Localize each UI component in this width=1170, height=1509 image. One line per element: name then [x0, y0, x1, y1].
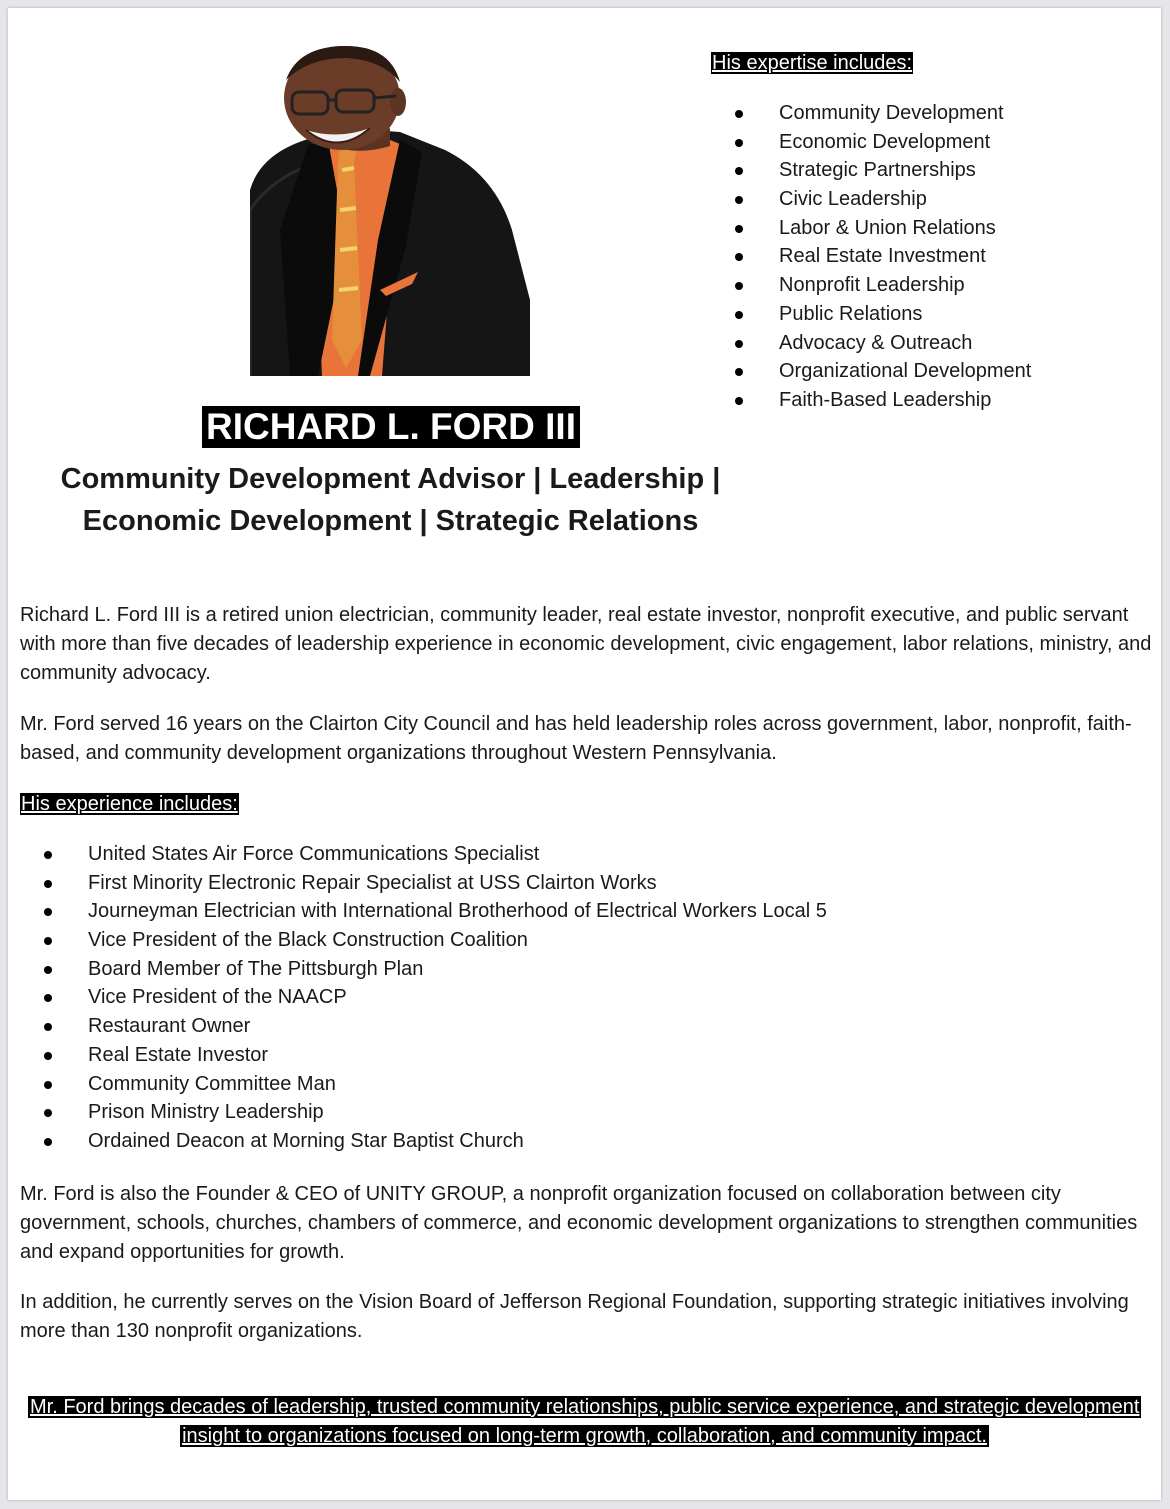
experience-item-label: Restaurant Owner — [88, 1015, 251, 1038]
expertise-item-label: Public Relations — [779, 302, 923, 325]
closing-statement — [28, 1393, 1141, 1450]
bullet-icon — [44, 1052, 52, 1060]
experience-heading — [20, 792, 239, 816]
bullet-icon — [735, 167, 743, 175]
bullet-icon — [44, 880, 52, 888]
bio-paragraph-vision-board: In addition, he currently serves on the Vision Board of Jefferson Regional Foundation, supporting strategic initiatives involving more than 130 nonprofit organizations. — [20, 1291, 1129, 1342]
bullet-icon — [44, 966, 52, 974]
experience-item — [88, 1127, 827, 1156]
expertise-item — [779, 156, 1031, 185]
experience-item — [88, 840, 827, 869]
expertise-item — [779, 99, 1031, 128]
bullet-icon — [44, 1081, 52, 1089]
experience-item-label: United States Air Force Communications Specialist — [88, 843, 540, 865]
expertise-heading-text: His expertise includes: — [712, 52, 913, 74]
experience-item — [88, 1012, 827, 1041]
bullet-icon — [735, 139, 743, 147]
expertise-heading — [711, 51, 913, 75]
expertise-item-label: Advocacy & Outreach — [779, 331, 973, 354]
person-name: RICHARD L. FORD III — [202, 406, 580, 448]
expertise-item — [779, 329, 1031, 358]
bullet-icon — [44, 1138, 52, 1146]
bio-paragraph-unity-group: Mr. Ford is also the Founder & CEO of UNITY GROUP, a nonprofit organization focused on collaboration between city government, schools, churches, chambers of commerce, and economic development organizations to strengthen communities and expand opportunities for growth. — [20, 1183, 1138, 1263]
bullet-icon — [44, 1023, 52, 1031]
experience-heading-text: His experience includes: — [21, 793, 238, 815]
bullet-icon — [44, 1109, 52, 1117]
expertise-item-label: Real Estate Investment — [779, 245, 986, 268]
experience-item-label: Ordained Deacon at Morning Star Baptist Church — [88, 1129, 524, 1152]
experience-item — [88, 1098, 827, 1127]
expertise-item-label: Nonprofit Leadership — [779, 274, 965, 297]
bullet-icon — [735, 225, 743, 233]
portrait-photo — [250, 40, 530, 376]
bullet-icon — [735, 253, 743, 261]
expertise-item-label: Strategic Partnerships — [779, 159, 976, 182]
experience-item-label: Board Member of The Pittsburgh Plan — [88, 957, 424, 980]
bullet-icon — [735, 368, 743, 376]
bio-paragraph-intro: Richard L. Ford III is a retired union electrician, community leader, real estate investor, nonprofit executive, and public servant with more than five decades of leadership experience in economic development, civic engagement, labor relations, ministry, and community advocacy. — [20, 604, 1152, 684]
closing-statement-text: Mr. Ford brings decades of leadership, trusted community relationships, public service experience, and strategic development insight to organizations focused on long-term growth, collaboration, and community impact. — [30, 1396, 1140, 1447]
expertise-list — [779, 99, 1031, 415]
professional-tagline: Community Development Advisor | Leadership | Economic Development | Strategic Relations — [60, 463, 721, 537]
bio-paragraph-council: Mr. Ford served 16 years on the Clairton City Council and has held leadership roles across government, labor, nonprofit, faith-based, and community development organizations throughout Western Pennsylvania. — [20, 713, 1132, 764]
expertise-item — [779, 386, 1031, 415]
bullet-icon — [735, 340, 743, 348]
expertise-item — [779, 357, 1031, 386]
expertise-item — [779, 242, 1031, 271]
experience-item — [88, 955, 827, 984]
bullet-icon — [735, 110, 743, 118]
expertise-item — [779, 128, 1031, 157]
experience-item-label: Real Estate Investor — [88, 1043, 269, 1066]
expertise-item-label: Faith-Based Leadership — [779, 388, 992, 411]
expertise-item-label: Organizational Development — [779, 360, 1032, 383]
experience-item-label: Prison Ministry Leadership — [88, 1101, 324, 1124]
expertise-item-label: Labor & Union Relations — [779, 216, 996, 239]
experience-item-label: Community Committee Man — [88, 1072, 336, 1095]
experience-item-label: First Minority Electronic Repair Specialist at USS Clairton Works — [88, 871, 657, 894]
bullet-icon — [44, 937, 52, 945]
experience-item-label: Vice President of the NAACP — [88, 986, 347, 1009]
bullet-icon — [735, 282, 743, 290]
expertise-item — [779, 300, 1031, 329]
expertise-item — [779, 271, 1031, 300]
expertise-item — [779, 185, 1031, 214]
experience-item — [88, 897, 827, 926]
bullet-icon — [44, 908, 52, 916]
experience-item — [88, 983, 827, 1012]
bullet-icon — [735, 196, 743, 204]
expertise-item-label: Community Development — [779, 102, 1004, 124]
experience-item-label: Journeyman Electrician with International Brotherhood of Electrical Workers Local 5 — [88, 900, 827, 923]
bullet-icon — [735, 311, 743, 319]
experience-item — [88, 869, 827, 898]
document-page — [8, 8, 1161, 1500]
experience-item — [88, 926, 827, 955]
bullet-icon — [44, 994, 52, 1002]
experience-item — [88, 1041, 827, 1070]
experience-list — [88, 840, 827, 1156]
expertise-item-label: Civic Leadership — [779, 188, 927, 211]
bullet-icon — [44, 851, 52, 859]
bullet-icon — [735, 397, 743, 405]
expertise-item-label: Economic Development — [779, 130, 991, 153]
experience-item-label: Vice President of the Black Construction Coalition — [88, 929, 528, 952]
experience-item — [88, 1070, 827, 1099]
expertise-item — [779, 214, 1031, 243]
